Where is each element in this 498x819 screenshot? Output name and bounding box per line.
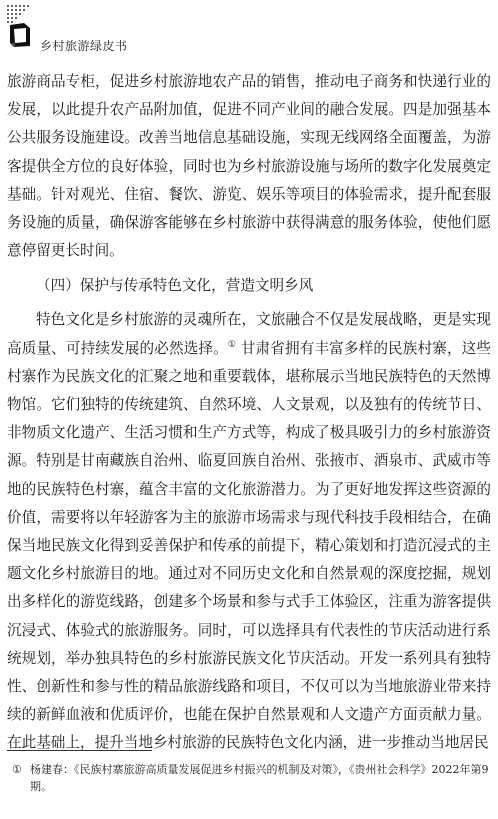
dot-pattern-icon bbox=[6, 4, 36, 24]
main-text bbox=[7, 68, 491, 758]
footnote-divider bbox=[7, 750, 152, 751]
book-logo-icon bbox=[8, 22, 32, 48]
footnote bbox=[12, 761, 490, 795]
section-heading: （四）保护与传承特色文化，营造文明乡风 bbox=[36, 277, 314, 295]
paragraph-main-text-1: 特色文化是乡村旅游的灵魂所在，文旅融合不仅是发展战略，更是实现高质量、可持续发展的必然选择。 bbox=[7, 311, 491, 357]
page-header bbox=[6, 4, 492, 53]
footnote-text: 杨建春：《民族村寨旅游高质量发展促进乡村振兴的机制及对策》，《贵州社会科学》2022年第9期。 bbox=[30, 763, 489, 793]
paragraph-main-text-2: 甘肃省拥有丰富多样的民族村寨，这些村寨作为民族文化的汇聚之地和重要载体，堪称展示当地民族特色的天然博物馆。它们独特的传统建筑、自然环境、人文景观，以及独有的传统节日、非物质文化遗产、生活习惯和生产方式等，构成了极具吸引力的乡村旅游资源。特别是甘南藏族自治州、临夏回族自治州、张掖市、酒泉市、武威市等地的民族特色村寨，蕴含丰富的文化旅游潜力。为了更好地发挥这些资源的价值，需要将以年轻游客为主的旅游市场需求与现代科技手段相结合，在确保当地民族文化得到妥善保护和传承的前提下，精心策划和打造沉浸式的主题文化乡村旅游目的地。通过对不同历史文化和自然景观的深度挖掘，规划出多样化的游览线路，创建多个场景和参与式手工体验区，注重为游客提供沉浸式、体验式的旅游服务。同时，可以选择具有代表性的节庆活动进行系统规划，举办独具特色的乡村旅游民族文化节庆活动。开发一系列具有独特性、创新性和参与性的精品旅游线路和项目，不仅可以为当地旅游业带来持续的新鲜血液和优质评价，也能在保护自然景观和人文遗产方面贡献力量。在此基础上，提升当地乡村旅游的民族特色文化内涵，进一步推动当地居民 bbox=[7, 339, 491, 752]
paragraph-continued: 旅游商品专柜，促进乡村旅游地农产品的销售，推动电子商务和快递行业的发展，以此提升农产品附加值，促进不同产业间的融合发展。四是加强基本公共服务设施建设。改善当地信息基础设施，实现无线网络全面覆盖，为游客提供全方位的良好体验，同时也为乡村旅游设施与场所的数字化发展奠定基础。针对观光、住宿、餐饮、游览、娱乐等项目的体验需求，提升配套服务设施的质量，确保游客能够在乡村旅游中获得满意的服务体验，使他们愿意停留更长时间。 bbox=[7, 73, 491, 260]
series-title: 乡村旅游绿皮书 bbox=[40, 39, 128, 53]
footnote-marker[interactable]: ① bbox=[227, 339, 237, 350]
paragraph-main bbox=[7, 306, 491, 757]
footnote-number: ① bbox=[12, 763, 22, 776]
